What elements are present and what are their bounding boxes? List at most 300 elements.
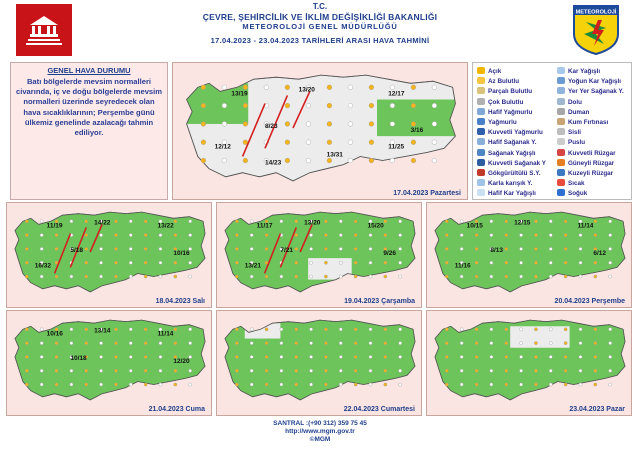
rain-area: [217, 311, 422, 416]
weather-symbol-icon: [144, 369, 147, 372]
weather-symbol-icon: [250, 383, 253, 386]
weather-symbol-icon: [369, 140, 374, 145]
weather-symbol-icon: [40, 220, 43, 223]
legend-symbol-icon: [557, 87, 565, 94]
weather-symbol-icon: [189, 234, 192, 237]
weather-symbol-icon: [564, 220, 567, 223]
weather-symbol-icon: [609, 234, 612, 237]
weather-symbol-icon: [579, 383, 582, 386]
legend-symbol-icon: [477, 169, 485, 176]
legend-symbol-icon: [557, 98, 565, 105]
weather-symbol-icon: [55, 355, 58, 358]
footer-url[interactable]: http://www.mgm.gov.tr: [285, 428, 355, 435]
weather-symbol-icon: [594, 342, 597, 345]
weather-symbol-icon: [348, 140, 353, 145]
weather-symbol-icon: [354, 342, 357, 345]
weather-symbol-icon: [129, 369, 132, 372]
legend-item: [557, 138, 585, 147]
weather-symbol-icon: [460, 234, 463, 237]
weather-symbol-icon: [490, 328, 493, 331]
weather-symbol-icon: [25, 342, 28, 345]
legend-item: [477, 108, 532, 117]
weather-symbol-icon: [475, 247, 478, 250]
legend-label: Açık: [488, 68, 502, 75]
weather-symbol-icon: [144, 342, 147, 345]
weather-symbol-icon: [348, 158, 353, 163]
weather-symbol-icon: [399, 247, 402, 250]
weather-symbol-icon: [235, 383, 238, 386]
weather-symbol-icon: [390, 122, 395, 127]
weather-symbol-icon: [306, 122, 311, 127]
weather-symbol-icon: [295, 355, 298, 358]
legend-label: Hafif Kar Yağışlı: [488, 190, 536, 198]
weather-symbol-icon: [445, 220, 448, 223]
legend-symbol-icon: [557, 169, 565, 176]
weather-symbol-icon: [159, 261, 162, 264]
legend-item: [477, 87, 532, 96]
legend-label: Karla karışık Y.: [488, 180, 533, 188]
weather-symbol-icon: [594, 355, 597, 358]
legend-item: [557, 108, 589, 117]
weather-symbol-icon: [519, 247, 522, 250]
weather-symbol-icon: [174, 234, 177, 237]
weather-symbol-icon: [339, 328, 342, 331]
weather-symbol-icon: [174, 275, 177, 278]
weather-symbol-icon: [309, 355, 312, 358]
weather-symbol-icon: [129, 383, 132, 386]
legend-symbol-icon: [557, 138, 565, 145]
map-turkey: [7, 311, 212, 416]
legend-item: [477, 179, 532, 188]
weather-symbol-icon: [309, 261, 312, 264]
weather-symbol-icon: [564, 247, 567, 250]
weather-symbol-icon: [99, 275, 102, 278]
weather-symbol-icon: [369, 247, 372, 250]
weather-symbol-icon: [490, 355, 493, 358]
weather-symbol-icon: [189, 261, 192, 264]
weather-symbol-icon: [519, 234, 522, 237]
weather-symbol-icon: [475, 328, 478, 331]
weather-symbol-icon: [339, 369, 342, 372]
weather-symbol-icon: [114, 355, 117, 358]
temperature-label: 11/17: [256, 222, 273, 230]
weather-symbol-icon: [280, 342, 283, 345]
weather-symbol-icon: [609, 355, 612, 358]
weather-symbol-icon: [25, 275, 28, 278]
weather-symbol-icon: [339, 261, 342, 264]
temperature-label: 12/15: [514, 219, 531, 227]
weather-symbol-icon: [324, 328, 327, 331]
weather-symbol-icon: [505, 261, 508, 264]
weather-symbol-icon: [250, 355, 253, 358]
header-line-1: T.C.: [312, 2, 328, 11]
weather-symbol-icon: [609, 275, 612, 278]
weather-symbol-icon: [235, 247, 238, 250]
weather-symbol-icon: [399, 369, 402, 372]
weather-symbol-icon: [354, 328, 357, 331]
temperature-label: 9/26: [383, 250, 397, 258]
forecast-panel-day-1: [172, 62, 468, 200]
weather-symbol-icon: [369, 261, 372, 264]
weather-symbol-icon: [475, 342, 478, 345]
weather-symbol-icon: [159, 275, 162, 278]
weather-symbol-icon: [384, 369, 387, 372]
weather-symbol-icon: [564, 261, 567, 264]
weather-symbol-icon: [189, 342, 192, 345]
weather-symbol-icon: [549, 355, 552, 358]
temperature-label: 16/32: [34, 262, 52, 270]
weather-symbol-icon: [129, 275, 132, 278]
weather-symbol-icon: [505, 355, 508, 358]
weather-symbol-icon: [519, 328, 522, 331]
weather-symbol-icon: [609, 220, 612, 223]
map-turkey: [7, 203, 212, 308]
weather-symbol-icon: [411, 140, 416, 145]
weather-symbol-icon: [475, 234, 478, 237]
temperature-label: 15/20: [367, 222, 384, 230]
weather-symbol-icon: [534, 261, 537, 264]
weather-symbol-icon: [235, 328, 238, 331]
temperature-label: 11/14: [577, 222, 594, 230]
legend-item: [557, 149, 616, 158]
weather-symbol-icon: [369, 328, 372, 331]
weather-symbol-icon: [159, 234, 162, 237]
forecast-panel-day-7: [426, 310, 632, 416]
weather-symbol-icon: [265, 342, 268, 345]
weather-symbol-icon: [280, 369, 283, 372]
weather-symbol-icon: [114, 234, 117, 237]
weather-symbol-icon: [519, 342, 522, 345]
legend-item: [557, 189, 587, 198]
weather-symbol-icon: [159, 342, 162, 345]
weather-symbol-icon: [339, 275, 342, 278]
weather-symbol-icon: [189, 369, 192, 372]
weather-symbol-icon: [189, 220, 192, 223]
weather-symbol-icon: [445, 369, 448, 372]
weather-symbol-icon: [70, 328, 73, 331]
weather-symbol-icon: [460, 355, 463, 358]
legend-item: [477, 67, 501, 76]
weather-symbol-icon: [390, 85, 395, 90]
weather-symbol-icon: [129, 342, 132, 345]
panel-date: 23.04.2023 Pazar: [569, 406, 625, 413]
weather-symbol-icon: [519, 383, 522, 386]
weather-symbol-icon: [295, 275, 298, 278]
weather-symbol-icon: [40, 247, 43, 250]
weather-symbol-icon: [564, 328, 567, 331]
weather-symbol-icon: [250, 369, 253, 372]
weather-symbol-icon: [594, 328, 597, 331]
legend-item: [557, 77, 621, 86]
weather-symbol-icon: [235, 355, 238, 358]
weather-symbol-icon: [490, 234, 493, 237]
map-turkey: [427, 311, 632, 416]
weather-symbol-icon: [235, 261, 238, 264]
weather-symbol-icon: [324, 342, 327, 345]
weather-symbol-icon: [369, 355, 372, 358]
legend-label: Sıcak: [568, 180, 585, 188]
legend-item: [477, 98, 523, 107]
legend-label: Hafif Sağanak Y.: [488, 139, 537, 147]
weather-symbol-icon: [309, 247, 312, 250]
forecast-panel-day-4: [426, 202, 632, 308]
weather-symbol-icon: [144, 275, 147, 278]
weather-symbol-icon: [564, 355, 567, 358]
weather-symbol-icon: [174, 261, 177, 264]
ministry-logo-icon: [16, 4, 72, 56]
weather-symbol-icon: [159, 355, 162, 358]
summary-title: GENEL HAVA DURUMU: [47, 66, 131, 75]
weather-symbol-icon: [534, 328, 537, 331]
weather-symbol-icon: [324, 234, 327, 237]
weather-symbol-icon: [339, 355, 342, 358]
weather-symbol-icon: [201, 158, 206, 163]
weather-symbol-icon: [460, 383, 463, 386]
weather-symbol-icon: [594, 383, 597, 386]
temperature-label: 13/31: [326, 151, 343, 159]
weather-symbol-icon: [99, 234, 102, 237]
footer-phone: SANTRAL :(+90 312) 359 75 45: [273, 420, 367, 427]
weather-symbol-icon: [324, 275, 327, 278]
temperature-label: 13/14: [94, 327, 111, 335]
weather-symbol-icon: [174, 328, 177, 331]
legend-label: Soğuk: [568, 190, 588, 198]
weather-symbol-icon: [264, 85, 269, 90]
weather-symbol-icon: [519, 369, 522, 372]
weather-symbol-icon: [348, 85, 353, 90]
weather-symbol-icon: [159, 369, 162, 372]
weather-symbol-icon: [594, 234, 597, 237]
weather-symbol-icon: [250, 328, 253, 331]
legend-label: Güneyli Rüzgar: [568, 159, 615, 167]
legend-item: [557, 118, 608, 127]
weather-symbol-icon: [490, 369, 493, 372]
weather-symbol-icon: [324, 261, 327, 264]
weather-symbol-icon: [609, 247, 612, 250]
weather-symbol-icon: [159, 247, 162, 250]
temperature-label: 13/21: [244, 262, 262, 270]
dry-area: [308, 258, 352, 279]
weather-symbol-icon: [243, 85, 248, 90]
weather-symbol-icon: [280, 328, 283, 331]
temperature-label: 12/20: [173, 358, 190, 366]
weather-symbol-icon: [324, 369, 327, 372]
dry-area: [510, 326, 569, 347]
legend-symbol-icon: [557, 149, 565, 156]
weather-symbol-icon: [309, 383, 312, 386]
legend-symbol-icon: [477, 98, 485, 105]
weather-symbol-icon: [129, 247, 132, 250]
weather-symbol-icon: [309, 369, 312, 372]
weather-symbol-icon: [295, 383, 298, 386]
weather-symbol-icon: [295, 234, 298, 237]
weather-symbol-icon: [369, 158, 374, 163]
weather-symbol-icon: [201, 140, 206, 145]
weather-symbol-icon: [40, 275, 43, 278]
weather-symbol-icon: [250, 234, 253, 237]
weather-symbol-icon: [40, 369, 43, 372]
temperature-label: 11/16: [454, 262, 471, 270]
footer-copyright: ©MGM: [309, 436, 331, 443]
weather-symbol-icon: [564, 369, 567, 372]
temperature-label: 7/21: [280, 247, 294, 254]
weather-symbol-icon: [399, 383, 402, 386]
weather-symbol-icon: [70, 369, 73, 372]
weather-symbol-icon: [369, 122, 374, 127]
weather-symbol-icon: [265, 369, 268, 372]
weather-symbol-icon: [354, 261, 357, 264]
weather-symbol-icon: [40, 328, 43, 331]
legend-item: [477, 189, 536, 198]
legend-item: [557, 179, 584, 188]
weather-symbol-icon: [174, 383, 177, 386]
weather-symbol-icon: [609, 383, 612, 386]
weather-symbol-icon: [505, 369, 508, 372]
weather-symbol-icon: [354, 247, 357, 250]
forecast-panel-day-3: [216, 202, 422, 308]
panel-date: 20.04.2023 Perşembe: [554, 298, 625, 305]
legend-symbol-icon: [477, 138, 485, 145]
weather-symbol-icon: [25, 369, 28, 372]
weather-symbol-icon: [475, 355, 478, 358]
legend-label: Az Bulutlu: [488, 78, 520, 86]
weather-symbol-icon: [250, 247, 253, 250]
map-turkey: [173, 63, 468, 200]
weather-symbol-icon: [399, 275, 402, 278]
weather-symbol-icon: [519, 275, 522, 278]
weather-symbol-icon: [222, 122, 227, 127]
weather-symbol-icon: [235, 342, 238, 345]
legend-label: Dolu: [568, 98, 582, 106]
weather-symbol-icon: [25, 234, 28, 237]
weather-symbol-icon: [564, 275, 567, 278]
weather-symbol-icon: [445, 247, 448, 250]
weather-symbol-icon: [25, 355, 28, 358]
temperature-label: 11/25: [388, 143, 405, 151]
weather-symbol-icon: [445, 383, 448, 386]
weather-symbol-icon: [285, 158, 290, 163]
weather-symbol-icon: [354, 369, 357, 372]
weather-symbol-icon: [306, 158, 311, 163]
weather-symbol-icon: [85, 220, 88, 223]
weather-symbol-icon: [235, 234, 238, 237]
weather-symbol-icon: [280, 275, 283, 278]
legend-symbol-icon: [477, 189, 485, 196]
weather-symbol-icon: [490, 275, 493, 278]
weather-symbol-icon: [114, 369, 117, 372]
weather-symbol-icon: [144, 328, 147, 331]
temperature-label: 13/20: [304, 219, 321, 227]
weather-symbol-icon: [327, 122, 332, 127]
weather-symbol-icon: [114, 342, 117, 345]
weather-symbol-icon: [129, 355, 132, 358]
weather-symbol-icon: [250, 342, 253, 345]
weather-symbol-icon: [280, 220, 283, 223]
weather-symbol-icon: [339, 247, 342, 250]
weather-symbol-icon: [285, 103, 290, 108]
legend-symbol-icon: [477, 128, 485, 135]
weather-symbol-icon: [534, 247, 537, 250]
weather-symbol-icon: [99, 383, 102, 386]
weather-symbol-icon: [85, 342, 88, 345]
weather-symbol-icon: [354, 355, 357, 358]
weather-symbol-icon: [579, 355, 582, 358]
weather-symbol-icon: [445, 261, 448, 264]
legend-item: [557, 169, 613, 178]
panel-date: 18.04.2023 Salı: [155, 298, 205, 305]
weather-symbol-icon: [55, 234, 58, 237]
legend-label: Yer Yer Sağanak Y.: [568, 88, 624, 96]
weather-symbol-icon: [144, 355, 147, 358]
temperature-label: 5/18: [70, 247, 84, 254]
temperature-label: 10/16: [173, 250, 190, 258]
weather-symbol-icon: [306, 103, 311, 108]
weather-symbol-icon: [390, 103, 395, 108]
weather-symbol-icon: [174, 220, 177, 223]
legend-symbol-icon: [557, 118, 565, 125]
weather-symbol-icon: [594, 369, 597, 372]
weather-symbol-icon: [534, 220, 537, 223]
weather-symbol-icon: [369, 383, 372, 386]
legend-label: Duman: [568, 108, 590, 116]
legend-item: [477, 118, 517, 127]
weather-symbol-icon: [324, 383, 327, 386]
weather-symbol-icon: [490, 220, 493, 223]
weather-symbol-icon: [505, 383, 508, 386]
weather-symbol-icon: [144, 383, 147, 386]
weather-symbol-icon: [369, 103, 374, 108]
weather-symbol-icon: [85, 234, 88, 237]
temperature-label: 13/19: [231, 90, 248, 98]
legend-item: [557, 159, 614, 168]
weather-symbol-icon: [579, 261, 582, 264]
weather-symbol-icon: [129, 234, 132, 237]
weather-symbol-icon: [295, 247, 298, 250]
weather-symbol-icon: [250, 275, 253, 278]
weather-symbol-icon: [609, 261, 612, 264]
legend-item: [557, 128, 581, 137]
legend-symbol-icon: [477, 67, 485, 74]
panel-date: 17.04.2023 Pazartesi: [393, 190, 461, 197]
weather-symbol-icon: [505, 234, 508, 237]
legend-item: [557, 67, 600, 76]
weather-symbol-icon: [114, 275, 117, 278]
weather-symbol-icon: [505, 275, 508, 278]
weather-symbol-icon: [519, 261, 522, 264]
legend-item: [557, 98, 582, 107]
weather-symbol-icon: [460, 342, 463, 345]
weather-symbol-icon: [460, 369, 463, 372]
weather-symbol-icon: [384, 275, 387, 278]
weather-symbol-icon: [384, 328, 387, 331]
temperature-label: 14/23: [265, 159, 282, 167]
weather-symbol-icon: [25, 383, 28, 386]
weather-symbol-icon: [55, 247, 58, 250]
weather-symbol-icon: [295, 369, 298, 372]
temperature-label: 10/15: [466, 222, 483, 230]
weather-symbol-icon: [114, 328, 117, 331]
weather-symbol-icon: [222, 103, 227, 108]
weather-symbol-icon: [222, 85, 227, 90]
weather-symbol-icon: [369, 234, 372, 237]
weather-symbol-icon: [70, 220, 73, 223]
legend-item: [477, 128, 543, 137]
weather-symbol-icon: [235, 220, 238, 223]
weather-symbol-icon: [348, 103, 353, 108]
weather-symbol-icon: [265, 383, 268, 386]
weather-symbol-icon: [384, 234, 387, 237]
weather-symbol-icon: [475, 369, 478, 372]
